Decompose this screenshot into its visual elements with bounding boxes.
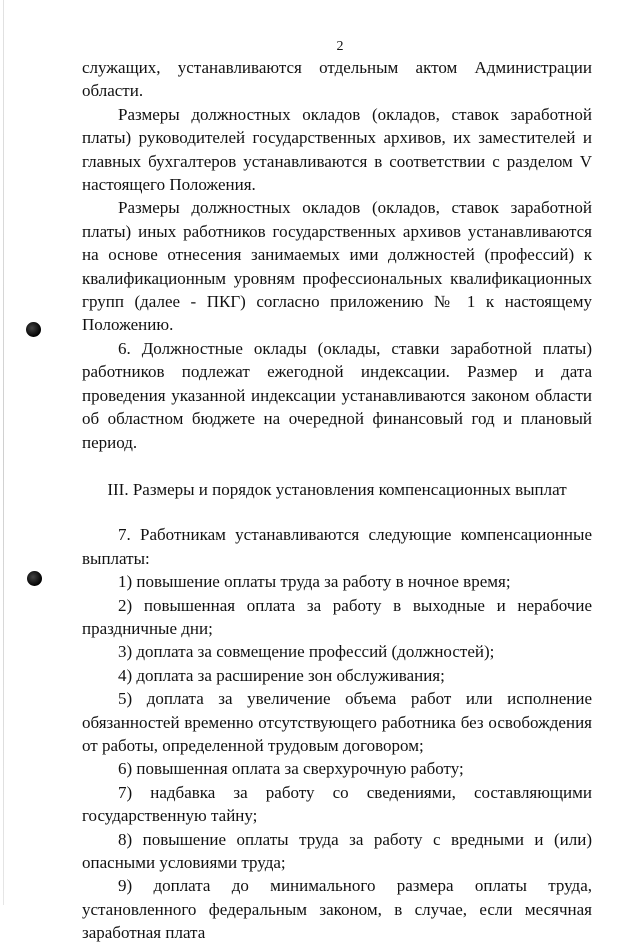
list-item: 3) доплата за совмещение профессий (должностей);	[118, 642, 495, 662]
list-item: 1) повышение оплаты труда за работу в ночное время;	[118, 572, 511, 592]
binder-hole	[27, 571, 42, 586]
document-body	[82, 56, 592, 945]
paragraph: Размеры должностных окладов (окладов, ставок заработной платы) руководителей государственных архивов, их заместителей и главных бухгалтеров устанавливаются в соответствии с разделом V настоящего Положения.	[82, 104, 592, 195]
list-item: 4) доплата за расширение зон обслуживания;	[118, 665, 445, 685]
scan-edge	[3, 0, 4, 905]
list-item: 8) повышение оплаты труда за работу с вредными и (или) опасными условиями труда;	[82, 829, 592, 872]
binder-hole	[26, 322, 41, 337]
list-item: 7) надбавка за работу со сведениями, составляющими государственную тайну;	[82, 782, 592, 826]
section-heading: III. Размеры и порядок установления компенсационных выплат	[107, 479, 567, 499]
paragraph: 7. Работникам устанавливаются следующие компенсационные выплаты:	[82, 525, 592, 568]
paragraph: служащих, устанавливаются отдельным актом Администрации области.	[82, 58, 592, 101]
list-item: 5) доплата за увеличение объема работ или исполнение обязанностей временно отсутствующего работника без освобождения от работы, определенной трудовым договором;	[82, 689, 592, 755]
list-item: 2) повышенная оплата за работу в выходные и нерабочие праздничные дни;	[82, 595, 592, 638]
page-number: 2	[336, 39, 344, 54]
list-item: 6) повышенная оплата за сверхурочную работу;	[118, 759, 464, 779]
paragraph: 6. Должностные оклады (оклады, ставки заработной платы) работников подлежат ежегодной индексации. Размер и дата проведения указанной индексации устанавливаются законом области об областном бюджете на очередной финансовый год и плановый период.	[82, 338, 592, 452]
paragraph: Размеры должностных окладов (окладов, ставок заработной платы) иных работников государственных архивов устанавливаются на основе отнесения занимаемых ими должностей (профессий) к квалификационным уровням профессиональных квалификационных групп (далее - ПКГ) согласно приложению № 1 к настоящему Положению.	[82, 198, 592, 335]
list-item: 9) доплата до минимального размера оплаты труда, установленного федеральным законом, в случае, если месячная заработная плата	[82, 876, 592, 943]
